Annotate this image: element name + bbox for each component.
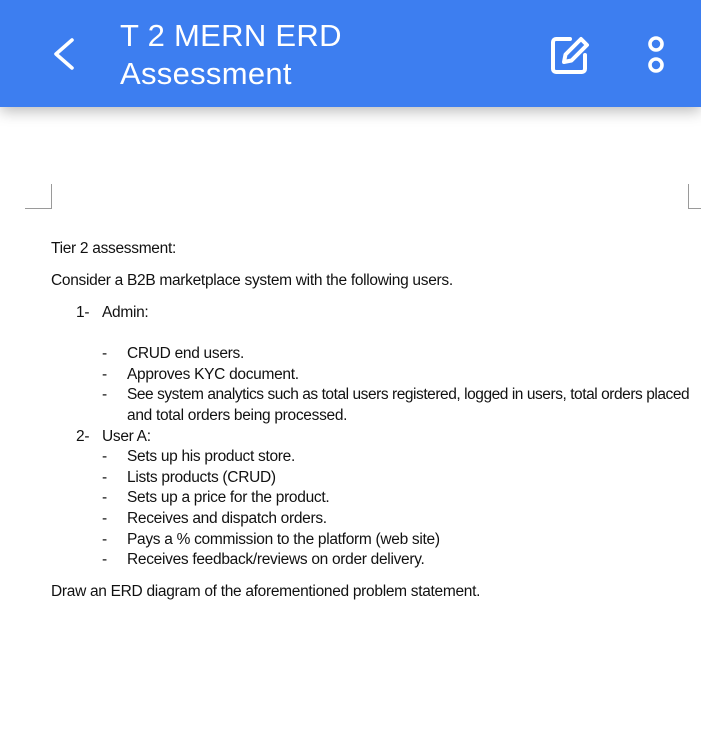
- bullet-dash: -: [102, 510, 107, 527]
- list-item: Receives and dispatch orders.: [127, 510, 327, 527]
- page-corner-mark-left: [25, 184, 52, 209]
- section-title: User A:: [102, 428, 151, 445]
- bullet-dash: -: [102, 366, 107, 383]
- bullet-dash: -: [102, 469, 107, 486]
- edit-button[interactable]: [546, 30, 592, 78]
- chevron-left-icon: [44, 30, 88, 78]
- list-item: CRUD end users.: [127, 345, 244, 362]
- bullet-dash: -: [102, 345, 107, 362]
- page-corner-mark-right: [688, 184, 701, 209]
- more-options-button[interactable]: [640, 30, 672, 78]
- list-item: Lists products (CRUD): [127, 469, 276, 486]
- back-button[interactable]: [44, 30, 88, 78]
- doc-intro: Consider a B2B marketplace system with the following users.: [51, 272, 453, 289]
- bullet-dash: -: [102, 489, 107, 506]
- doc-closing: Draw an ERD diagram of the aforementioned problem statement.: [51, 583, 481, 600]
- more-vertical-icon: [640, 30, 672, 78]
- bullet-dash: -: [102, 448, 107, 465]
- list-item: Pays a % commission to the platform (web site): [127, 531, 440, 548]
- doc-heading: Tier 2 assessment:: [51, 240, 176, 257]
- section-title: Admin:: [102, 304, 149, 321]
- list-item: Receives feedback/reviews on order delivery.: [127, 551, 425, 568]
- list-item-continuation: and total orders being processed.: [127, 407, 348, 424]
- section-number: 2-: [76, 428, 90, 445]
- list-item: See system analytics such as total users registered, logged in users, total orders placed: [127, 386, 690, 403]
- bullet-dash: -: [102, 531, 107, 548]
- edit-icon: [546, 30, 592, 78]
- list-item: Sets up a price for the product.: [127, 489, 330, 506]
- bullet-dash: -: [102, 551, 107, 568]
- title-line-2: Assessment: [120, 56, 292, 91]
- bullet-dash: -: [102, 386, 107, 403]
- page-title: [120, 17, 342, 93]
- app-bar: [0, 0, 701, 107]
- title-line-1: T 2 MERN ERD: [120, 18, 342, 53]
- list-item: Approves KYC document.: [127, 366, 299, 383]
- list-item: Sets up his product store.: [127, 448, 295, 465]
- section-number: 1-: [76, 304, 90, 321]
